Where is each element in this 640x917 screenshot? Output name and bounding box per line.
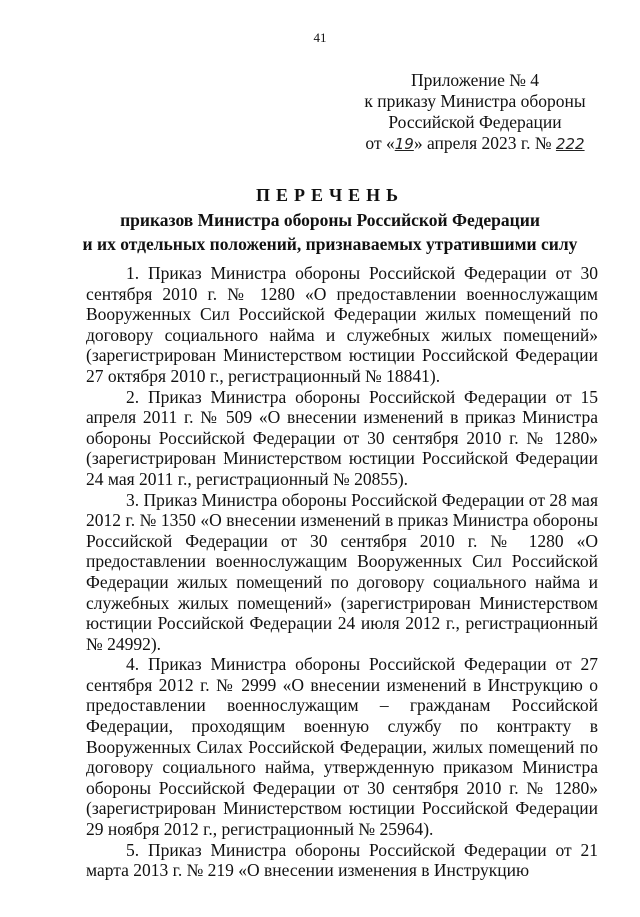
handwritten-day: 19 bbox=[394, 135, 414, 153]
appendix-date-line bbox=[360, 133, 590, 155]
document-title: ПЕРЕЧЕНЬ bbox=[255, 185, 405, 205]
list-of-orders bbox=[86, 263, 598, 881]
title-block bbox=[60, 183, 600, 255]
list-item-3: 3. Приказ Министра обороны Российской Федерации от 28 мая 2012 г. № 1350 «О внесении изменений в приказ Министра обороны Российской Федерации от 30 сентября 2010 г. № 1280 «О предоставлении военнослужащим Вооруженных Сил Российской Федерации жилых помещений по договору социального найма и служебных жилых помещений» (зарегистрирован Министерством юстиции Российской Федерации 24 июля 2012 г., регистрационный № 24992). bbox=[86, 489, 598, 654]
appendix-line-2: к приказу Министра обороны bbox=[364, 91, 586, 111]
date-middle: » апреля 2023 г. № bbox=[413, 133, 556, 153]
appendix-line-3: Российской Федерации bbox=[388, 112, 562, 132]
appendix-line-1: Приложение № 4 bbox=[410, 70, 540, 90]
list-item-2: 2. Приказ Министра обороны Российской Федерации от 15 апреля 2011 г. № 509 «О внесении изменений в приказ Министра обороны Российской Федерации от 30 сентября 2010 г. № 1280» (зарегистрирован Министерством юстиции Российской Федерации 24 мая 2011 г., регистрационный № 20855). bbox=[86, 386, 598, 489]
page-number: 41 bbox=[313, 30, 327, 45]
list-item-1: 1. Приказ Министра обороны Российской Федерации от 30 сентября 2010 г. № 1280 «О предоставлении военнослужащим Вооруженных Сил Российской Федерации жилых помещений по договору социального найма и служебных жилых помещений» (зарегистрирован Министерством юстиции Российской Федерации 27 октября 2010 г., регистрационный № 18841). bbox=[86, 263, 598, 386]
document-subtitle-line-2: и их отдельных положений, признаваемых утратившими силу bbox=[82, 234, 578, 254]
document-subtitle-line-1: приказов Министра обороны Российской Федерации bbox=[120, 210, 540, 230]
date-prefix: от « bbox=[365, 133, 395, 153]
list-item-4: 4. Приказ Министра обороны Российской Федерации от 27 сентября 2012 г. № 2999 «О внесении изменений в Инструкцию о предоставлении военнослужащим – гражданам Российской Федерации, проходящим военную службу по контракту в Вооруженных Силах Российской Федерации, жилых помещений по договору социального найма, утвержденную приказом Министра обороны Российской Федерации от 30 сентября 2010 г. № 1280» (зарегистрирован Министерством юстиции Российской Федерации 29 ноября 2012 г., регистрационный № 25964). bbox=[86, 654, 598, 840]
appendix-header bbox=[360, 70, 590, 155]
list-item-5: 5. Приказ Министра обороны Российской Федерации от 21 марта 2013 г. № 219 «О внесении изменения в Инструкцию bbox=[86, 839, 598, 881]
handwritten-order-number: 222 bbox=[555, 135, 585, 153]
